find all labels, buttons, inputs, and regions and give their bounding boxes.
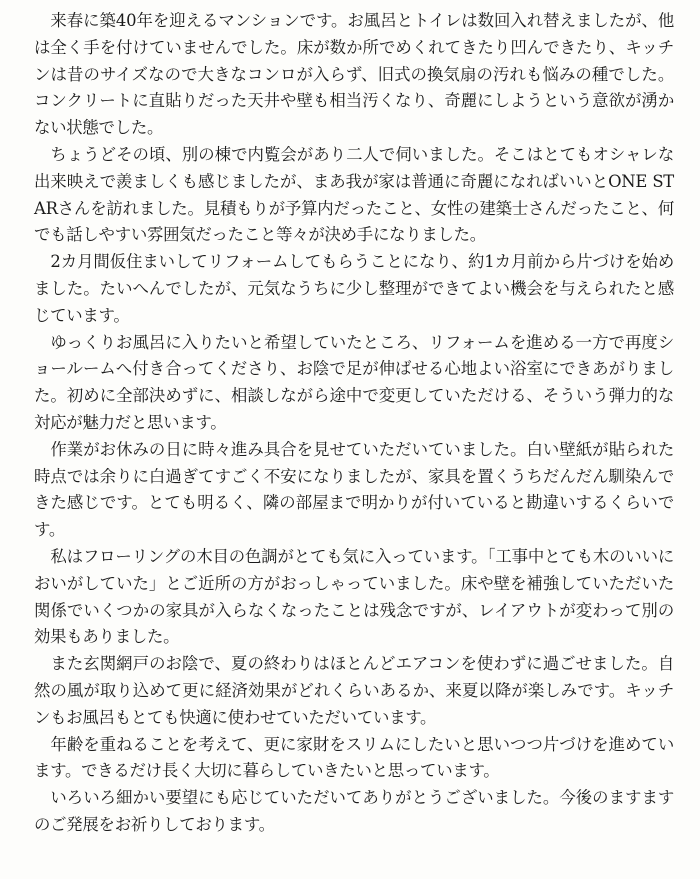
paragraph-7: また玄関網戸のお陰で、夏の終わりはほとんどエアコンを使わずに過ごせました。自然の風が取り込めて更に経済効果がどれくらいあるか、来夏以降が楽しみです。キッチンもお風呂もとても快適に使わせていただいています。: [34, 654, 674, 727]
paragraph-6: 私はフローリングの木目の色調がとても気に入っています。「工事中とても木のいいにおいがしていた」とご近所の方がおっしゃっていました。床や壁を補強していただいた関係でいくつかの家具が入らなくなったことは残念ですが、レイアウトが変わって別の効果もありました。: [34, 546, 674, 647]
paragraph-2: ちょうどその頃、別の棟で内覧会があり二人で伺いました。そこはとてもオシャレな出来映えで羨ましくも感じましたが、まあ我が家は普通に奇麗になればいいとONE STARさんを訪れました。見積もりが予算内だったこと、女性の建築士さんだったこと、何でも話しやすい雰囲気だったこと等々が決め手になりました。: [34, 144, 674, 245]
paragraph-1: 来春に築40年を迎えるマンションです。お風呂とトイレは数回入れ替えましたが、他は全く手を付けていませんでした。床が数か所でめくれてきたり凹んできたり、キッチンは昔のサイズなので大きなコンロが入らず、旧式の換気扇の汚れも悩みの種でした。コンクリートに直貼りだった天井や壁も相当汚くなり、奇麗にしようという意欲が湧かない状態でした。: [34, 11, 674, 138]
paragraph-3: 2カ月間仮住まいしてリフォームしてもらうことになり、約1カ月前から片づけを始めました。たいへんでしたが、元気なうちに少し整理ができてよい機会を与えられたと感じています。: [34, 252, 674, 325]
paragraph-9: いろいろ細かい要望にも応じていただいてありがとうございました。今後のますますのご発展をお祈りしております。: [34, 788, 674, 834]
letter-body: [34, 8, 674, 839]
paragraph-8: 年齢を重ねることを考えて、更に家財をスリムにしたいと思いつつ片づけを進めています。できるだけ長く大切に暮らしていきたいと思っています。: [34, 734, 674, 781]
paragraph-4: ゆっくりお風呂に入りたいと希望していたところ、リフォームを進める一方で再度ショールームへ付き合ってくださり、お陰で足が伸ばせる心地よい浴室にできあがりました。初めに全部決めずに、相談しながら途中で変更していただける、そういう弾力的な対応が魅力だと思います。: [34, 332, 674, 432]
paragraph-5: 作業がお休みの日に時々進み具合を見せていただいていました。白い壁紙が貼られた時点では余りに白過ぎてすごく不安になりましたが、家具を置くうちだんだん馴染んできた感じです。とても明るく、隣の部屋まで明かりが付いていると勘違いするくらいです。: [34, 439, 674, 540]
